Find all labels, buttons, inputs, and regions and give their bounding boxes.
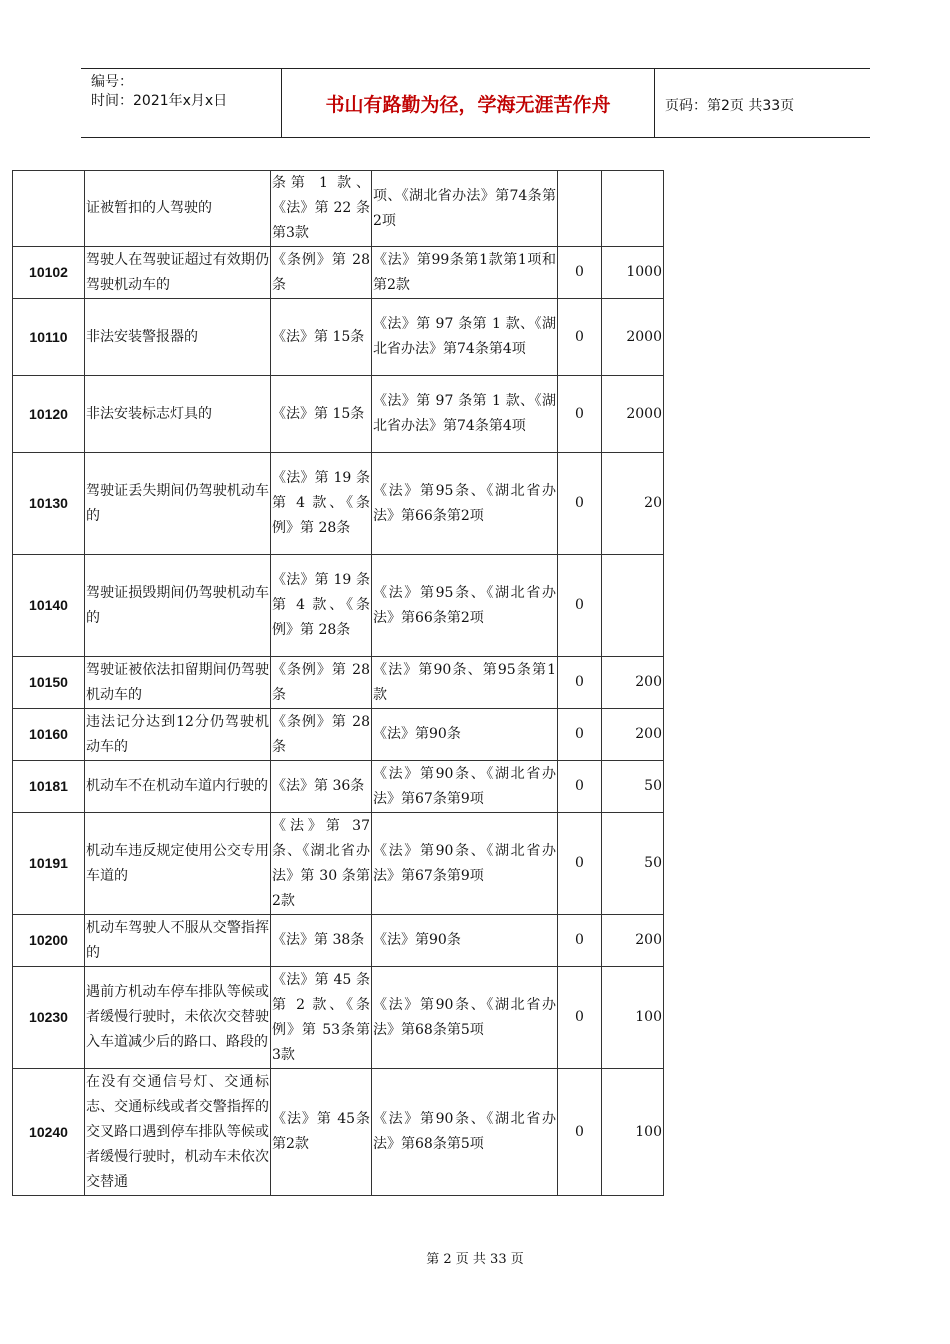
violation-code: 10240 <box>13 1069 85 1196</box>
violation-code: 10130 <box>13 453 85 555</box>
table-row <box>13 1069 664 1196</box>
header-divider <box>654 69 655 137</box>
penalty-basis: 《法》第90条、第95条第1款 <box>372 657 558 709</box>
penalty-basis: 项、《湖北省办法》第74条第2项 <box>372 171 558 247</box>
fine-amount: 200 <box>602 915 664 967</box>
table-row <box>13 657 664 709</box>
violation-basis: 条第 1 款、《法》第 22 条第3款 <box>271 171 372 247</box>
violation-code: 10191 <box>13 813 85 915</box>
violation-description: 机动车驾驶人不服从交警指挥的 <box>85 915 271 967</box>
table-row <box>13 247 664 299</box>
violation-description: 在没有交通信号灯、交通标志、交通标线或者交警指挥的交叉路口遇到停车排队等候或者缓慢行驶时，机动车未依次交替通 <box>85 1069 271 1196</box>
violation-code: 10181 <box>13 761 85 813</box>
table-row <box>13 709 664 761</box>
violation-description: 驾驶证被依法扣留期间仍驾驶机动车的 <box>85 657 271 709</box>
violation-description: 违法记分达到12分仍驾驶机动车的 <box>85 709 271 761</box>
penalty-basis: 《法》第90条、《湖北省办法》第67条第9项 <box>372 761 558 813</box>
fine-amount <box>602 555 664 657</box>
violation-basis: 《法》第 45条第2款 <box>271 1069 372 1196</box>
violation-code: 10140 <box>13 555 85 657</box>
table-row <box>13 299 664 376</box>
penalty-points: 0 <box>558 967 602 1069</box>
violation-description: 驾驶证丢失期间仍驾驶机动车的 <box>85 453 271 555</box>
fine-amount: 200 <box>602 709 664 761</box>
penalty-points: 0 <box>558 709 602 761</box>
fine-amount: 2000 <box>602 376 664 453</box>
violation-basis: 《法》第 36条 <box>271 761 372 813</box>
violation-basis: 《法》第 15条 <box>271 299 372 376</box>
violation-code: 10120 <box>13 376 85 453</box>
document-date: 时间：2021年x月x日 <box>91 93 228 109</box>
violation-code: 10160 <box>13 709 85 761</box>
page-header <box>81 68 870 138</box>
penalty-basis: 《法》第 97 条第 1 款、《湖北省办法》第74条第4项 <box>372 376 558 453</box>
violation-basis: 《法》第 38条 <box>271 915 372 967</box>
violation-basis: 《条例》第 28条 <box>271 657 372 709</box>
penalty-points: 0 <box>558 813 602 915</box>
penalty-basis: 《法》第90条 <box>372 915 558 967</box>
fine-amount: 20 <box>602 453 664 555</box>
penalty-points: 0 <box>558 376 602 453</box>
table-row <box>13 376 664 453</box>
penalty-points: 0 <box>558 453 602 555</box>
violation-description: 证被暂扣的人驾驶的 <box>85 171 271 247</box>
penalty-basis: 《法》第90条、《湖北省办法》第68条第5项 <box>372 1069 558 1196</box>
penalty-points: 0 <box>558 247 602 299</box>
penalty-points <box>558 171 602 247</box>
header-motto: 书山有路勤为径，学海无涯苦作舟 <box>325 93 611 116</box>
violation-description: 驾驶证损毁期间仍驾驶机动车的 <box>85 555 271 657</box>
violation-code: 10230 <box>13 967 85 1069</box>
penalty-points: 0 <box>558 1069 602 1196</box>
table-row <box>13 171 664 247</box>
penalty-basis: 《法》第90条 <box>372 709 558 761</box>
table-row <box>13 915 664 967</box>
penalty-basis: 《法》第95条、《湖北省办法》第66条第2项 <box>372 555 558 657</box>
violation-code: 10102 <box>13 247 85 299</box>
violation-description: 遇前方机动车停车排队等候或者缓慢行驶时，未依次交替驶入车道减少后的路口、路段的 <box>85 967 271 1069</box>
fine-amount: 100 <box>602 1069 664 1196</box>
fine-amount: 2000 <box>602 299 664 376</box>
penalty-basis: 《法》第99条第1款第1项和第2款 <box>372 247 558 299</box>
violation-description: 机动车不在机动车道内行驶的 <box>85 761 271 813</box>
penalty-points: 0 <box>558 299 602 376</box>
violation-basis: 《条例》第 28条 <box>271 709 372 761</box>
violation-basis: 《法》第 15条 <box>271 376 372 453</box>
fine-amount: 50 <box>602 813 664 915</box>
table-row <box>13 813 664 915</box>
violation-description: 非法安装警报器的 <box>85 299 271 376</box>
document-number: 编号： <box>91 74 133 90</box>
table-row <box>13 555 664 657</box>
penalty-points: 0 <box>558 915 602 967</box>
penalty-points: 0 <box>558 555 602 657</box>
header-meta <box>91 73 281 111</box>
violation-code: 10110 <box>13 299 85 376</box>
violation-basis: 《法》第 19 条第 4 款、《条例》第 28条 <box>271 555 372 657</box>
page-indicator: 页码：第2页 共33页 <box>665 98 795 114</box>
penalty-basis: 《法》第90条、《湖北省办法》第68条第5项 <box>372 967 558 1069</box>
fine-amount <box>602 171 664 247</box>
fine-amount: 1000 <box>602 247 664 299</box>
violation-basis: 《法》第 19 条第 4 款、《条例》第 28条 <box>271 453 372 555</box>
violation-table <box>12 170 664 1196</box>
fine-amount: 50 <box>602 761 664 813</box>
penalty-basis: 《法》第90条、《湖北省办法》第67条第9项 <box>372 813 558 915</box>
fine-amount: 100 <box>602 967 664 1069</box>
violation-description: 非法安装标志灯具的 <box>85 376 271 453</box>
violation-code <box>13 171 85 247</box>
violation-code: 10150 <box>13 657 85 709</box>
table-row <box>13 967 664 1069</box>
penalty-points: 0 <box>558 761 602 813</box>
violation-basis: 《法》第 45 条第 2 款、《条例》第 53条第3款 <box>271 967 372 1069</box>
violation-description: 驾驶人在驾驶证超过有效期仍驾驶机动车的 <box>85 247 271 299</box>
table-row <box>13 453 664 555</box>
penalty-points: 0 <box>558 657 602 709</box>
violation-description: 机动车违反规定使用公交专用车道的 <box>85 813 271 915</box>
table-row <box>13 761 664 813</box>
penalty-basis: 《法》第 97 条第 1 款、《湖北省办法》第74条第4项 <box>372 299 558 376</box>
page-footer: 第 2 页 共 33 页 <box>426 1252 524 1267</box>
fine-amount: 200 <box>602 657 664 709</box>
violation-basis: 《条例》第 28条 <box>271 247 372 299</box>
violation-code: 10200 <box>13 915 85 967</box>
penalty-basis: 《法》第95条、《湖北省办法》第66条第2项 <box>372 453 558 555</box>
violation-basis: 《法》第 37 条、《湖北省办法》第 30 条第2款 <box>271 813 372 915</box>
